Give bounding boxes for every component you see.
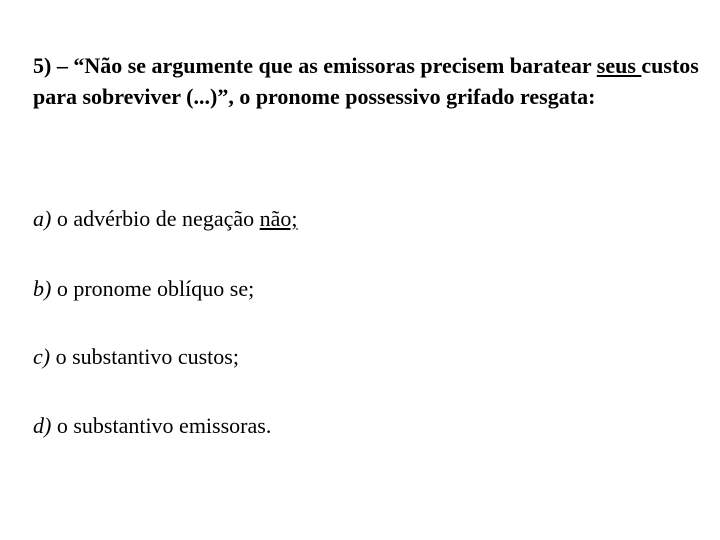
question-prefix: 5) – “Não se argumente que as emissoras precisem baratear [33,53,597,78]
option-underlined-word: não; [259,206,298,231]
option-d [33,412,271,440]
option-letter: c) [33,344,51,369]
option-b [33,275,254,303]
option-text: o substantivo emissoras. [51,413,272,438]
option-letter: a) [33,206,52,231]
option-c [33,343,239,371]
option-letter: b) [33,276,52,301]
option-a [33,205,298,233]
option-text: o pronome oblíquo se; [51,276,255,301]
question-underlined-word: seus [596,53,642,78]
question-suffix: custos para sobreviver (...)”, o pronome possessivo grifado resgata: [33,53,699,109]
option-letter: d) [33,413,52,438]
option-text: o substantivo custos; [50,344,239,369]
option-text: o advérbio de negação [51,206,260,231]
question-text [33,50,703,112]
